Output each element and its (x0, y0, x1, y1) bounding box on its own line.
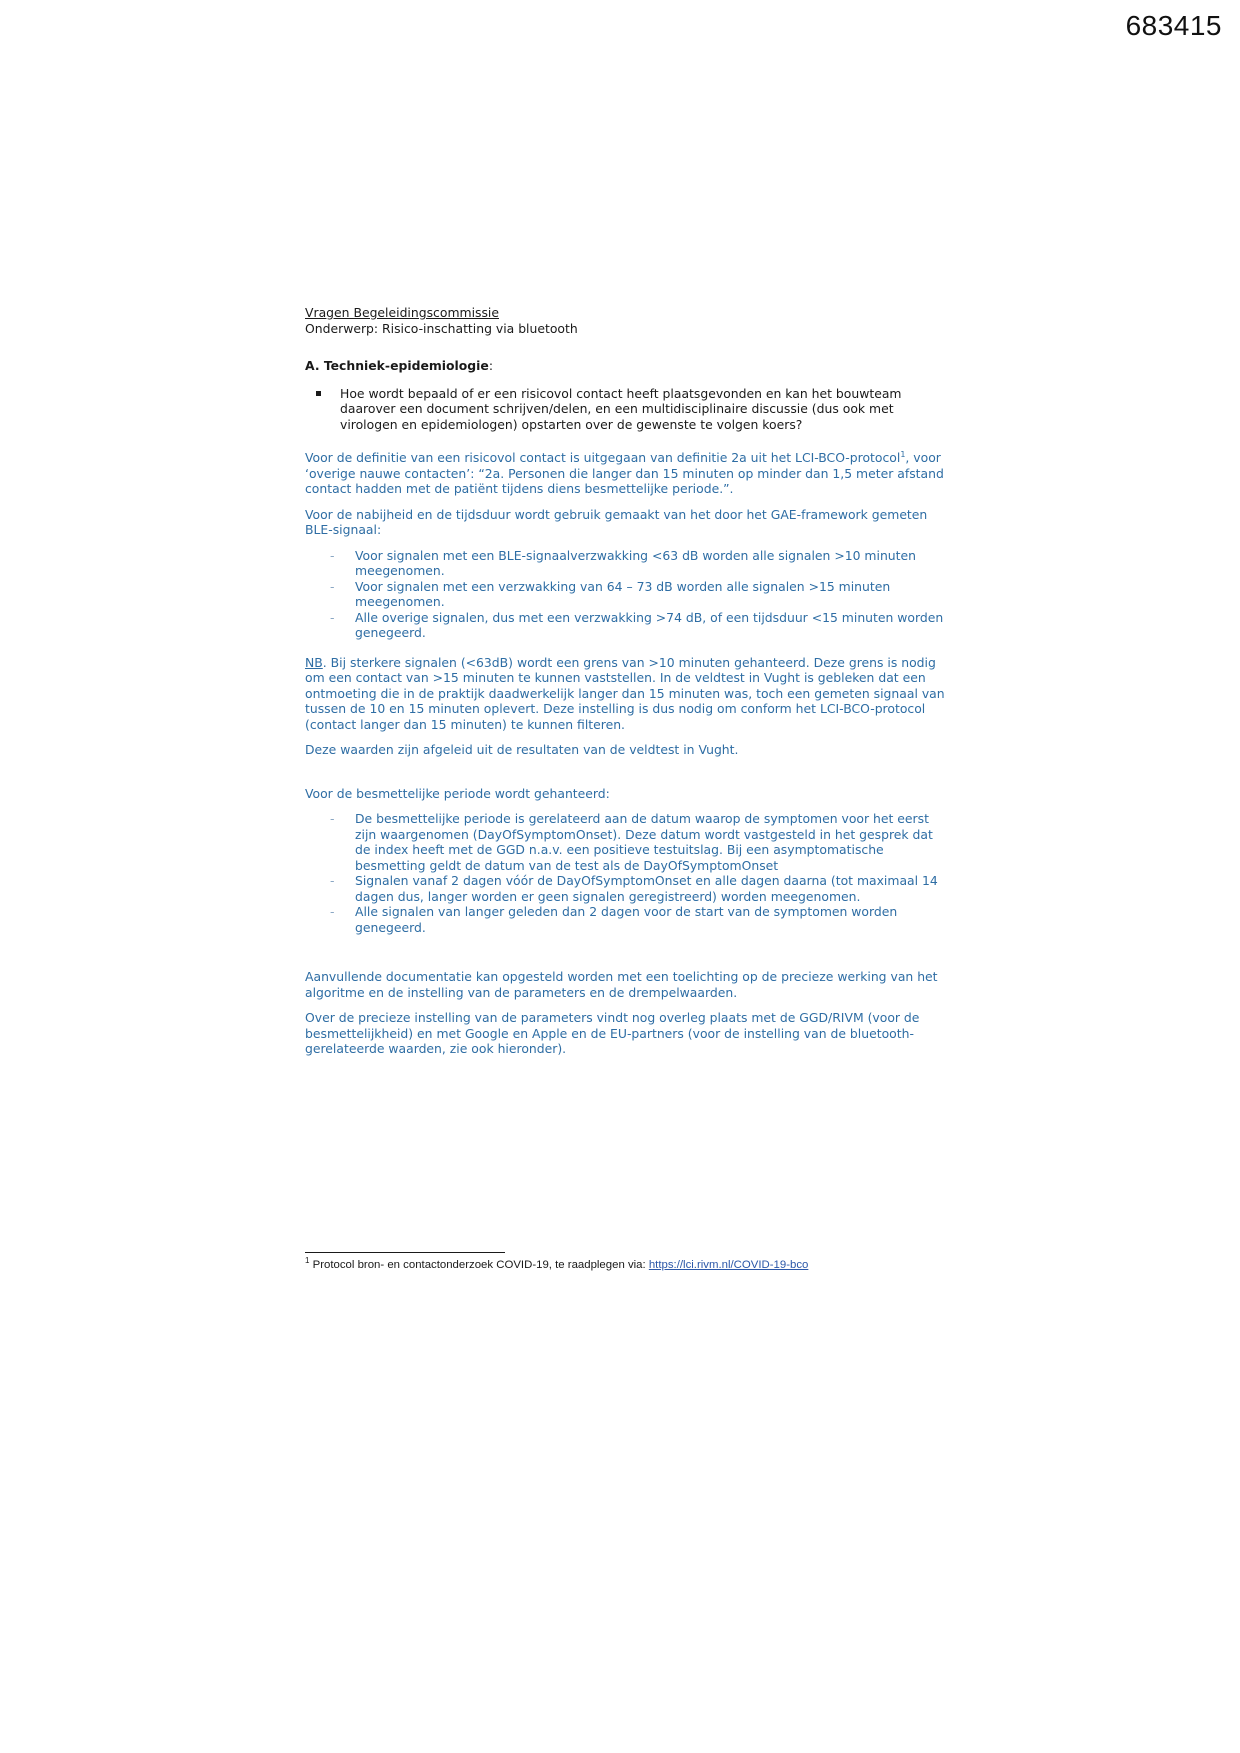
list-item (330, 547, 945, 579)
spacer (305, 758, 945, 774)
square-bullet-icon (316, 391, 321, 396)
signal-item-text: Voor signalen met een BLE-signaalverzwakking <63 dB worden alle signalen >10 minuten meegenomen. (355, 547, 916, 578)
dash-bullet-icon: - (330, 904, 335, 919)
dash-bullet-icon: - (330, 811, 335, 826)
answer-ble-paragraph: Voor de nabijheid en de tijdsduur wordt gebruik gemaakt van het door het GAE-framework gemeten BLE-signaal: (305, 506, 928, 537)
period-item-text: De besmettelijke periode is gerelateerd aan de datum waarop de symptomen voor het eerst zijn waargenomen (DayOfSymptomOnset). Deze datum wordt vastgesteld in het gesprek dat de index heeft met de GGD n.a.v. een positieve testuitslag. Bij een asymptomatische besmetting geldt de datum van de test als de DayOfSymptomOnset (355, 811, 933, 873)
period-item-text: Signalen vanaf 2 dagen vóór de DayOfSymptomOnset en alle dagen daarna (tot maximaal 14 dagen dus, langer worden er geen signalen geregistreerd) worden meegenomen. (355, 873, 938, 904)
list-item (330, 811, 945, 873)
footnote-link[interactable]: https://lci.rivm.nl/COVID-19-bco (648, 1259, 809, 1271)
header-title: Vragen Begeleidingscommissie (305, 305, 499, 320)
signal-list (305, 548, 945, 641)
header-subject: Onderwerp: Risico-inschatting via bluetooth (305, 320, 578, 336)
period-list (305, 811, 945, 935)
values-paragraph: Deze waarden zijn afgeleid uit de resultaten van de veldtest in Vught. (305, 742, 739, 757)
consultation-paragraph: Over de precieze instelling van de parameters vindt nog overleg plaats met de GGD/RIVM (voor de besmettelijkheid) en met Google en Apple en de EU-partners (voor de instelling van de bluetooth-gerelateerde waarden, zie ook hieronder). (305, 1010, 920, 1056)
list-item (330, 578, 945, 610)
document-id: 683415 (1125, 10, 1222, 41)
dash-bullet-icon: - (330, 873, 335, 888)
nb-label: NB (305, 654, 323, 670)
period-paragraph: Voor de besmettelijke periode wordt gehanteerd: (305, 785, 610, 801)
answer-definition-paragraph (305, 450, 945, 497)
dash-bullet-icon: - (330, 578, 335, 594)
question-item (305, 386, 945, 433)
list-item (330, 873, 945, 904)
section-title (305, 358, 945, 374)
list-item (330, 609, 945, 641)
document-page (305, 305, 945, 1057)
definition-main: Voor de definitie van een risicovol contact is uitgegaan van definitie 2a uit het LCI-BCO-protocol (305, 450, 901, 465)
section-title-text: A. Techniek-epidemiologie (305, 358, 489, 373)
section-title-colon: : (488, 358, 494, 373)
list-item (330, 904, 945, 935)
nb-paragraph (305, 655, 945, 733)
definition-rest: , voor ‘overige nauwe contacten’: “2a. Personen die langer dan 15 minuten op minder dan 1,5 meter afstand contact hadden met de patiënt tijdens diens besmettelijke periode.”. (305, 450, 944, 496)
footnote-text: Protocol bron- en contactonderzoek COVID-19, te raadplegen via: (309, 1259, 649, 1271)
dash-bullet-icon: - (330, 547, 335, 563)
period-item-text: Alle signalen van langer geleden dan 2 dagen voor de start van de symptomen worden genegeerd. (355, 904, 898, 935)
footnote-marker: 1 (305, 1256, 310, 1266)
documentation-paragraph: Aanvullende documentatie kan opgesteld worden met een toelichting op de precieze werking van het algoritme en de instelling van de parameters en de drempelwaarden. (305, 969, 938, 1000)
nb-text: . Bij sterkere signalen (<63dB) wordt een grens van >10 minuten gehanteerd. Deze grens is nodig om een contact van >15 minuten te kunnen vaststellen. In de veldtest in Vught is gebleken dat een ontmoeting die in de praktijk daadwerkelijk langer dan 15 minuten was, toch een gemeten signaal van tussen de 10 en 15 minuten oplevert. Deze instelling is dus nodig om conform het LCI-BCO-protocol (contact langer dan 15 minuten) te kunnen filteren. (305, 654, 945, 732)
footnote-divider (305, 1252, 505, 1253)
dash-bullet-icon: - (330, 609, 335, 625)
footnote-reference[interactable]: 1 (900, 449, 906, 459)
question-text: Hoe wordt bepaald of er een risicovol contact heeft plaatsgevonden en kan het bouwteam daarover een document schrijven/delen, en een multidisciplinaire discussie (dus ook met virologen en epidemiologen) opstarten over de gewenste te volgen koers? (340, 385, 902, 432)
spacer (305, 935, 945, 957)
footnote (305, 1256, 809, 1271)
signal-item-text: Voor signalen met een verzwakking van 64 – 73 dB worden alle signalen >15 minuten meegenomen. (355, 578, 891, 609)
signal-item-text: Alle overige signalen, dus met een verzwakking >74 dB, of een tijdsduur <15 minuten worden genegeerd. (355, 609, 944, 640)
